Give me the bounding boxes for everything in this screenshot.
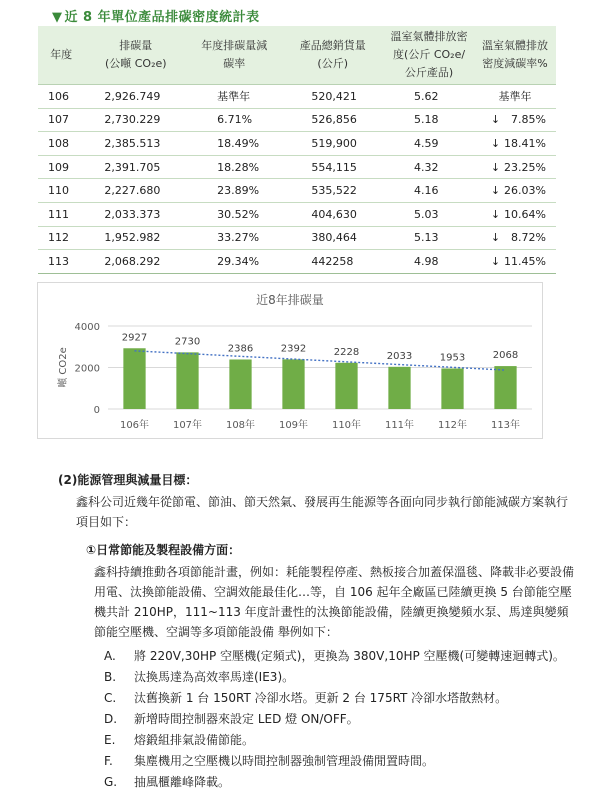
- table-cell: 2,385.513: [84, 132, 187, 156]
- table-cell: 2,730.229: [84, 108, 187, 132]
- table-cell: 5.13: [384, 226, 474, 250]
- table-cell: 5.62: [384, 85, 474, 109]
- data-label: 2730: [174, 336, 201, 348]
- data-label: 2033: [386, 350, 413, 362]
- y-axis-label: 噸 CO2e: [58, 347, 69, 388]
- chart-title: 近8年排碳量: [256, 293, 324, 307]
- chart-bar: [494, 366, 516, 409]
- table-cell: 29.34%: [187, 250, 281, 274]
- down-arrow-icon: ↓: [474, 155, 500, 179]
- table-cell: 2,068.292: [84, 250, 187, 274]
- table-cell: 23.89%: [187, 179, 281, 203]
- table-cell: 380,464: [281, 226, 384, 250]
- table-cell: 4.59: [384, 132, 474, 156]
- chart-bar: [229, 359, 251, 409]
- table-cell: 108: [38, 132, 84, 156]
- chart-bar: [441, 368, 463, 409]
- table-cell: 111: [38, 202, 84, 226]
- list-item-label: A.: [104, 649, 116, 663]
- table-cell: 554,115: [281, 155, 384, 179]
- table-cell: 4.98: [384, 250, 474, 274]
- table-cell: 526,856: [281, 108, 384, 132]
- table-cell: 1,952.982: [84, 226, 187, 250]
- list-item-label: E.: [104, 733, 116, 747]
- table-cell: 11.45%: [500, 250, 556, 274]
- measure-list: [104, 646, 565, 793]
- down-arrow-icon: ↓: [474, 250, 500, 274]
- table-cell: 基準年: [474, 85, 556, 109]
- section-intro: 鑫科公司近幾年從節電、節油、節天然氣、發展再生能源等各面向同步執行節能減碳方案執行項目如下：: [76, 495, 569, 529]
- chart-bar: [176, 352, 198, 409]
- list-item: [104, 667, 565, 688]
- list-item: [104, 772, 565, 793]
- list-item-label: C.: [104, 691, 117, 705]
- data-label: 2068: [492, 350, 519, 362]
- list-item-text: 將 220V,30HP 空壓機(定頻式)，更換為 380V,10HP 空壓機(可變轉速迴轉式)。: [134, 649, 565, 663]
- table-cell: 2,227.680: [84, 179, 187, 203]
- table-cell: 5.03: [384, 202, 474, 226]
- table-cell: 基準年: [187, 85, 281, 109]
- down-arrow-icon: ↓: [474, 226, 500, 250]
- table-cell: 23.25%: [500, 155, 556, 179]
- table-cell: 6.71%: [187, 108, 281, 132]
- table-cell: 7.85%: [500, 108, 556, 132]
- emission-chart: [37, 282, 543, 439]
- y-tick-label: 4000: [74, 322, 100, 333]
- list-item-text: 熔鍛組排氣設備節能。: [134, 733, 255, 747]
- chart-svg: [38, 283, 542, 438]
- table-title: [52, 6, 260, 25]
- table-cell: 107: [38, 108, 84, 132]
- table-header-cell: 產品總銷貨量 (公斤): [281, 26, 384, 85]
- list-item-label: D.: [104, 712, 118, 726]
- table-cell: 520,421: [281, 85, 384, 109]
- table-title-text: 近 8 年單位產品排碳密度統計表: [64, 10, 260, 25]
- x-tick-label: 106年: [119, 420, 150, 431]
- table-cell: 33.27%: [187, 226, 281, 250]
- x-tick-label: 108年: [225, 420, 256, 431]
- table-row: [38, 226, 556, 250]
- table-cell: 442258: [281, 250, 384, 274]
- list-item-label: G.: [104, 775, 118, 789]
- y-tick-label: 0: [93, 405, 100, 416]
- table-cell: 2,033.373: [84, 202, 187, 226]
- sub-heading: ①日常節能及製程設備方面：: [86, 543, 241, 557]
- table-cell: 30.52%: [187, 202, 281, 226]
- chart-bar: [123, 348, 145, 409]
- table-cell: 110: [38, 179, 84, 203]
- list-item-text: 汰換馬達為高效率馬達(IE3)。: [134, 670, 295, 684]
- table-cell: 535,522: [281, 179, 384, 203]
- table-row: [38, 85, 556, 109]
- table-header-cell: 溫室氣體排放 密度減碳率%: [474, 26, 556, 85]
- list-item-label: F.: [104, 754, 113, 768]
- table-row: [38, 202, 556, 226]
- list-item: [104, 688, 565, 709]
- down-arrow-icon: ↓: [474, 202, 500, 226]
- chart-bar: [388, 367, 410, 409]
- table-cell: 106: [38, 85, 84, 109]
- table-cell: 109: [38, 155, 84, 179]
- table-cell: 10.64%: [500, 202, 556, 226]
- down-arrow-icon: ↓: [474, 179, 500, 203]
- table-cell: 113: [38, 250, 84, 274]
- list-item: [104, 646, 565, 667]
- table-header-cell: 排碳量 (公噸 CO₂e): [84, 26, 187, 85]
- x-tick-label: 107年: [172, 420, 203, 431]
- table-row: [38, 250, 556, 274]
- list-item-text: 集塵機用之空壓機以時間控制器強制管理設備閒置時間。: [134, 754, 435, 768]
- list-item-text: 抽風櫃離峰降載。: [134, 775, 231, 789]
- table-cell: 112: [38, 226, 84, 250]
- table-cell: 18.28%: [187, 155, 281, 179]
- table-cell: 2,926.749: [84, 85, 187, 109]
- table-cell: 404,630: [281, 202, 384, 226]
- table-cell: 18.41%: [500, 132, 556, 156]
- triangle-down-icon: ▼: [52, 10, 63, 25]
- list-item-label: B.: [104, 670, 117, 684]
- list-item: [104, 709, 565, 730]
- table-cell: 519,900: [281, 132, 384, 156]
- list-item: [104, 730, 565, 751]
- table-row: [38, 132, 556, 156]
- table-cell: 2,391.705: [84, 155, 187, 179]
- x-tick-label: 111年: [384, 420, 415, 431]
- y-tick-label: 2000: [74, 363, 100, 375]
- table-row: [38, 179, 556, 203]
- x-tick-label: 112年: [437, 420, 468, 431]
- section-body: 鑫科持續推動各項節能計畫，例如：耗能製程停產、熱板接合加蓋保溫毯、降載非必要設備用電、汰換節能設備、空調效能最佳化…等，自 106 起年全廠區已陸續更換 5 台節能空壓機共計 210HP，111~113 年度計畫性的汰換節能設備，陸續更換變頻水泵、馬達與變頻節能空壓機、空調等多項節能設備 舉例如下：: [94, 565, 575, 639]
- chart-bar: [282, 359, 304, 409]
- chart-bar: [335, 363, 357, 409]
- down-arrow-icon: ↓: [474, 132, 500, 156]
- data-label: 2927: [121, 332, 148, 344]
- list-item-text: 汰舊換新 1 台 150RT 冷卻水塔。更新 2 台 175RT 冷卻水塔散熱材。: [134, 691, 508, 705]
- table-cell: 4.32: [384, 155, 474, 179]
- table-header-row: [38, 26, 556, 85]
- table-cell: 4.16: [384, 179, 474, 203]
- list-item-text: 新增時間控制器來設定 LED 燈 ON/OFF。: [134, 712, 359, 726]
- table-body: [38, 85, 556, 274]
- x-tick-label: 113年: [490, 420, 521, 431]
- table-cell: 8.72%: [500, 226, 556, 250]
- table-row: [38, 108, 556, 132]
- data-label: 2228: [333, 346, 360, 358]
- table-header-cell: 年度: [38, 26, 84, 85]
- x-tick-label: 109年: [278, 420, 309, 431]
- down-arrow-icon: ↓: [474, 108, 500, 132]
- section-heading: (2)能源管理與減量目標：: [58, 473, 198, 487]
- data-label: 2386: [227, 343, 254, 355]
- table-cell: 5.18: [384, 108, 474, 132]
- table-header-cell: 年度排碳量減 碳率: [187, 26, 281, 85]
- list-item: [104, 751, 565, 772]
- emission-table: [38, 26, 556, 274]
- table-header-cell: 溫室氣體排放密 度(公斤 CO₂e/ 公斤產品): [384, 26, 474, 85]
- table-row: [38, 155, 556, 179]
- data-label: 2392: [280, 343, 307, 355]
- x-tick-label: 110年: [331, 420, 362, 431]
- table-cell: 26.03%: [500, 179, 556, 203]
- table-cell: 18.49%: [187, 132, 281, 156]
- data-label: 1953: [439, 352, 466, 364]
